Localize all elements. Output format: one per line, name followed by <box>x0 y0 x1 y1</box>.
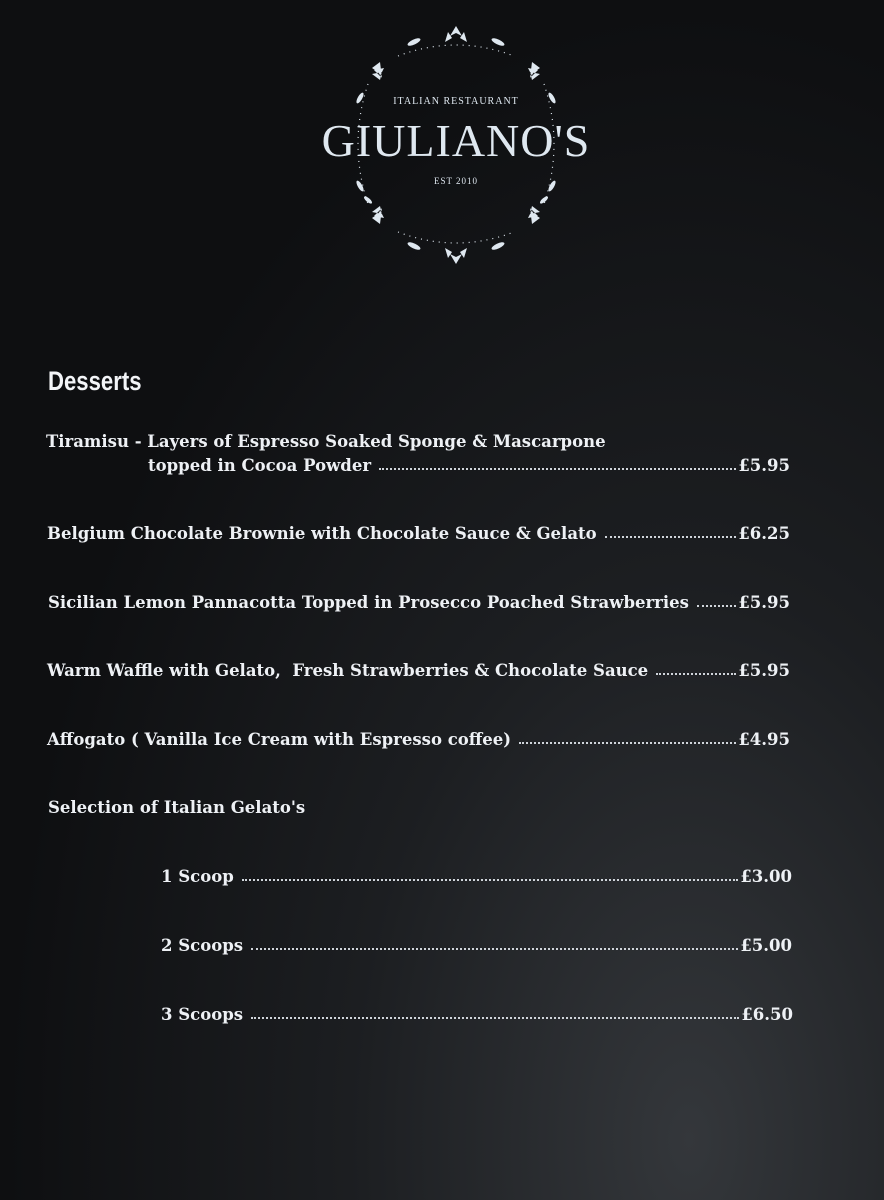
gelato-option-name: 3 Scoops <box>161 1005 244 1024</box>
menu-item-price: £5.95 <box>738 593 790 612</box>
gelato-option-name: 1 Scoop <box>161 867 234 886</box>
menu-item <box>47 661 790 680</box>
menu-item-name: Warm Waffle with Gelato, Fresh Strawberries & Chocolate Sauce <box>47 661 649 680</box>
dot-leader <box>251 947 738 950</box>
gelato-option <box>161 867 792 886</box>
gelato-option-name: 2 Scoops <box>161 936 244 955</box>
menu-item-price: £4.95 <box>738 730 790 749</box>
gelato-option-price: £5.00 <box>740 936 792 955</box>
restaurant-logo <box>288 14 624 274</box>
gelato-option-price: £6.50 <box>741 1005 793 1024</box>
menu-item <box>47 524 790 543</box>
dot-leader <box>251 1016 739 1019</box>
dot-leader <box>697 604 736 607</box>
gelato-option <box>161 1005 793 1024</box>
menu-item-name: Belgium Chocolate Brownie with Chocolate Sauce & Gelato <box>47 524 597 543</box>
gelato-option <box>161 936 792 955</box>
menu-item <box>48 593 790 612</box>
gelato-option-price: £3.00 <box>740 867 792 886</box>
dot-leader <box>519 741 736 744</box>
menu-item <box>47 730 790 749</box>
dot-leader <box>242 878 739 881</box>
menu-item-name: topped in Cocoa Powder <box>148 456 372 475</box>
dot-leader <box>605 535 737 538</box>
menu-item-name: Tiramisu - Layers of Espresso Soaked Sponge & Mascarpone <box>46 432 606 451</box>
dot-leader <box>656 672 736 675</box>
menu-item-name: Sicilian Lemon Pannacotta Topped in Prosecco Poached Strawberries <box>48 593 689 612</box>
menu-item-name: Affogato ( Vanilla Ice Cream with Espresso coffee) <box>47 730 512 749</box>
menu-item-price: £5.95 <box>738 661 790 680</box>
brand-established: EST 2010 <box>433 176 479 186</box>
brand-name: GIULIANO'S <box>321 115 591 166</box>
brand-subtitle: ITALIAN RESTAURANT <box>393 96 519 107</box>
section-title: Desserts <box>48 366 142 396</box>
gelato-heading: Selection of Italian Gelato's <box>48 798 306 817</box>
menu-item <box>148 456 790 475</box>
menu-item-price: £5.95 <box>738 456 790 475</box>
dot-leader <box>379 467 736 470</box>
menu-item-price: £6.25 <box>738 524 790 543</box>
